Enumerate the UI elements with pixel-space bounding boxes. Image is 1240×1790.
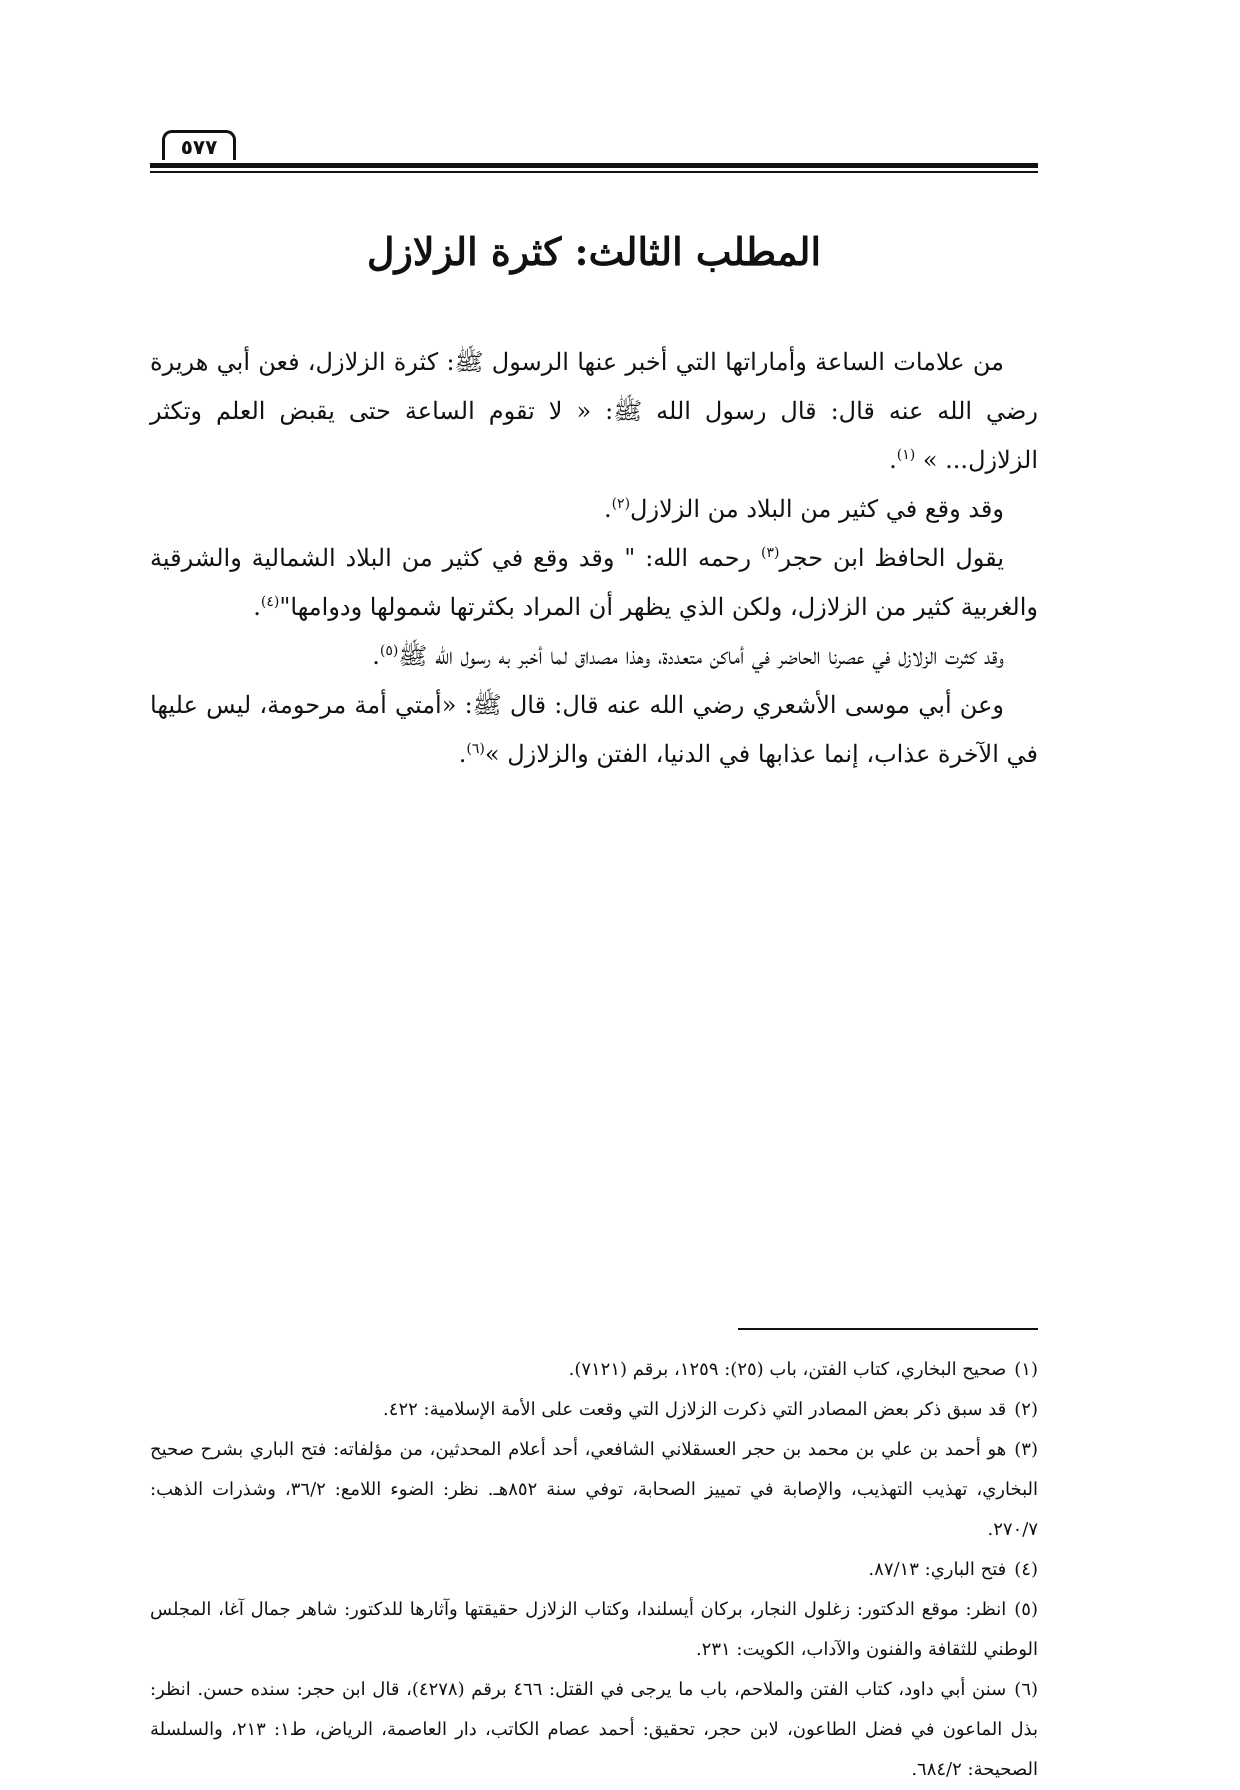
footnote-1: (١)صحيح البخاري، كتاب الفتن، باب (٢٥): ١٢٥٩، برقم (٧١٢١). — [568, 1359, 1038, 1380]
footnote-ref[interactable]: (٥) — [379, 643, 399, 659]
footnote-6: (٦)سنن أبي داود، كتاب الفتن والملاحم، باب ما يرجى في القتل: ٤٦٦ برقم (٤٢٧٨)، قال ابن حجر: سنده حسن. انظر: بذل الماعون في فضل الطاعون، لابن حجر، تحقيق: أحمد عصام الكاتب، دار العاصمة، الرياض، ط١: ٢١٣، والسلسلة الصحيحة: ٦٨٤/٢. — [150, 1679, 1039, 1780]
page-number: ٥٧٧ — [180, 135, 218, 159]
header-rule-thick — [150, 163, 1038, 168]
footnote-3: (٣)هو أحمد بن علي بن محمد بن حجر العسقلاني الشافعي، أحد أعلام المحدثين، من مؤلفاته: فتح الباري بشرح صحيح البخاري، تهذيب التهذيب، والإصابة في تمييز الصحابة، توفي سنة ٨٥٢هـ. نظر: الضوء اللامع: ٣٦/٢، وشذرات الذهب: ٢٧٠/٧. — [150, 1439, 1039, 1540]
section-title: المطلب الثالث: كثرة الزلازل — [366, 229, 822, 274]
footnote-ref[interactable]: (٣) — [761, 545, 780, 561]
paragraph-4: وقد كثرت الزلازل في عصرنا الحاضر في أماكن متعددة، وهذا مصداق لما أخبر به رسول الله ﷺ$^{(٥)}$. — [372, 642, 1004, 670]
footnotes — [150, 1350, 1038, 1790]
paragraph-3: يقول الحافظ ابن حجر$^{(٣)}$ رحمه الله: " وقد وقع في كثير من البلاد الشمالية والشرقية والغربية كثير من الزلازل، ولكن الذي يظهر أن المراد بكثرتها شمولها ودوامها"$^{(٤)}$. — [150, 544, 1038, 621]
footnote-ref[interactable]: (٢) — [611, 496, 631, 512]
paragraph-2: وقد وقع في كثير من البلاد من الزلازل$^{(٢)}$. — [603, 495, 1004, 523]
header-rule-thin — [150, 171, 1038, 173]
paragraph-5: وعن أبي موسى الأشعري رضي الله عنه قال: قال ﷺ: «أمتي أمة مرحومة، ليس عليها في الآخرة عذاب، إنما عذابها في الدنيا، الفتن والزلازل »$^{(٦)}$. — [150, 691, 1038, 768]
footnote-ref[interactable]: (٦) — [466, 741, 485, 757]
paragraph-1: من علامات الساعة وأماراتها التي أخبر عنها الرسول ﷺ: كثرة الزلازل، فعن أبي هريرة رضي الله عنه قال: قال رسول الله ﷺ: « لا تقوم الساعة حتى يقبض العلم وتكثر الزلازل... » $^{(١)}$. — [150, 348, 1039, 474]
footnote-ref[interactable]: (٤) — [260, 594, 280, 610]
footnote-4: (٤)فتح الباري: ٨٧/١٣. — [868, 1559, 1038, 1580]
footnote-2: (٢)قد سبق ذكر بعض المصادر التي ذكرت الزلازل التي وقعت على الأمة الإسلامية: ٤٢٢. — [383, 1399, 1038, 1420]
body-text — [150, 338, 1038, 779]
footnote-5: (٥)انظر: موقع الدكتور: زغلول النجار، بركان أيسلندا، وكتاب الزلازل حقيقتها وآثارها للدكتور: شاهر جمال آغا، المجلس الوطني للثقافة والفنون والآداب، الكويت: ٢٣١. — [150, 1599, 1038, 1660]
page-header — [150, 130, 1038, 170]
footnote-ref[interactable]: (١) — [896, 447, 916, 463]
page-number-tab — [162, 130, 236, 160]
footnote-separator — [738, 1328, 1038, 1330]
